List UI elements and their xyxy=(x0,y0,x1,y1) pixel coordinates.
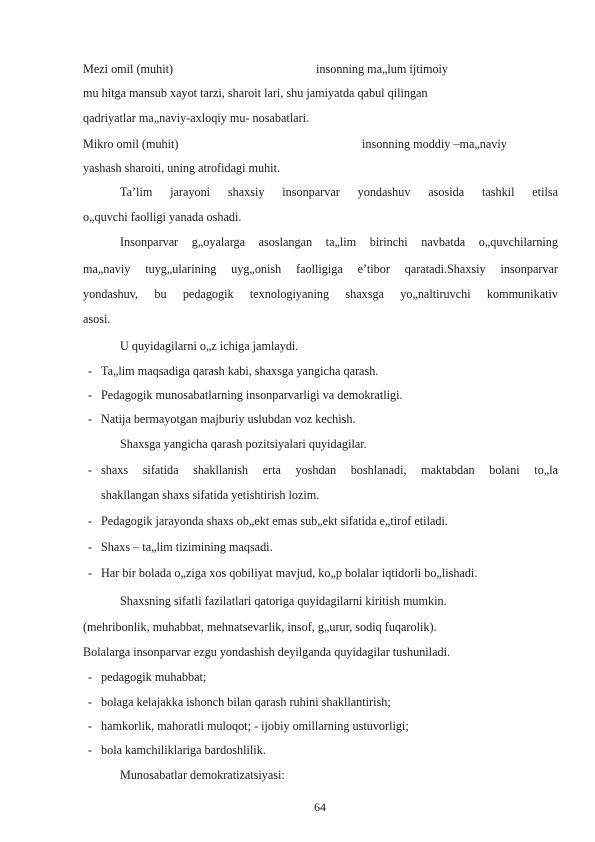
list-bullet: - xyxy=(88,540,93,554)
paragraph-line: Insonparvar g„oyalarga asoslangan ta„lim birinchi navbatda o„quvchilarning xyxy=(120,235,558,249)
text-line: qadriyatlar ma„naviy-axloqiy mu- nosabatlari. xyxy=(83,111,310,125)
list-item: Pedagogik munosabatlarning insonparvarligi va demokratligi. xyxy=(101,388,403,402)
text-line: mu hitga mansub xayot tarzi, sharoit lari, shu jamiyatda qabul qilingan xyxy=(83,86,428,100)
list-bullet: - xyxy=(88,719,93,733)
list-bullet: - xyxy=(88,670,93,684)
term-mezo-omil: Mezi omil (muhit) xyxy=(83,62,174,76)
list-item: bolaga kelajakka ishonch bilan qarash ruhini shakllantirish; xyxy=(101,695,391,709)
text-line-continuation: insonning ma„lum ijtimoiy xyxy=(316,62,449,76)
text-line: o„quvchi faolligi yanada oshadi. xyxy=(83,210,242,224)
text-line: yashash sharoiti, uning atrofidagi muhit. xyxy=(83,161,280,175)
list-item: Natija bermayotgan majburiy uslubdan voz kechish. xyxy=(101,412,356,426)
paragraph-line: Shaxsga yangicha qarash pozitsiyalari quyidagilar. xyxy=(120,437,367,451)
paragraph-line: U quyidagilarni o„z ichiga jamlaydi. xyxy=(120,339,299,353)
list-bullet: - xyxy=(88,695,93,709)
list-bullet: - xyxy=(88,388,93,402)
list-bullet: - xyxy=(88,412,93,426)
text-line: Bolalarga insonparvar ezgu yondashish deyilganda quyidagilar tushuniladi. xyxy=(83,645,451,659)
list-item: Ta„lim maqsadiga qarash kabi, shaxsga yangicha qarash. xyxy=(101,364,379,378)
list-bullet: - xyxy=(88,463,93,477)
list-item: bola kamchiliklariga bardoshlilik. xyxy=(101,743,266,757)
list-bullet: - xyxy=(88,566,93,580)
text-line: (mehribonlik, muhabbat, mehnatsevarlik, insof, g„urur, sodiq fuqarolik). xyxy=(83,620,437,634)
paragraph-line: Ta’lim jarayoni shaxsiy insonparvar yondashuv asosida tashkil etilsa xyxy=(120,185,558,199)
list-item: Shaxs – ta„lim tizimining maqsadi. xyxy=(101,540,273,554)
list-item: Pedagogik jarayonda shaxs ob„ekt emas sub„ekt sifatida e„tirof etiladi. xyxy=(101,514,448,528)
list-item: hamkorlik, mahoratli muloqot; - ijobiy omillarning ustuvorligi; xyxy=(101,719,409,733)
list-item: shaxs sifatida shakllanish erta yoshdan boshlanadi, maktabdan bolani to„la xyxy=(101,463,558,477)
list-bullet: - xyxy=(88,743,93,757)
text-line: asosi. xyxy=(83,312,111,326)
text-line-continuation: insonning moddiy –ma„naviy xyxy=(362,137,507,151)
paragraph-line: Munosabatlar demokratizatsiyasi: xyxy=(120,768,285,782)
paragraph-line: yondashuv, bu pedagogik texnologiyaning shaxsga yo„naltiruvchi kommunikativ xyxy=(83,287,558,301)
list-item: Har bir bolada o„ziga xos qobiliyat mavjud, ko„p bolalar iqtidorli bo„lishadi. xyxy=(101,566,478,580)
term-mikro-omil: Mikro omil (muhit) xyxy=(83,137,179,151)
list-item: pedagogik muhabbat; xyxy=(101,670,207,684)
paragraph-line: ma„naviy tuyg„ularining uyg„onish faolligiga e’tibor qaratadi.Shaxsiy insonparvar xyxy=(83,262,558,276)
list-bullet: - xyxy=(88,514,93,528)
list-item-continuation: shakllangan shaxs sifatida yetishtirish lozim. xyxy=(101,488,320,502)
list-bullet: - xyxy=(88,364,93,378)
page-number: 64 xyxy=(314,800,326,814)
paragraph-line: Shaxsning sifatli fazilatlari qatoriga quyidagilarni kiritish mumkin. xyxy=(120,594,447,608)
